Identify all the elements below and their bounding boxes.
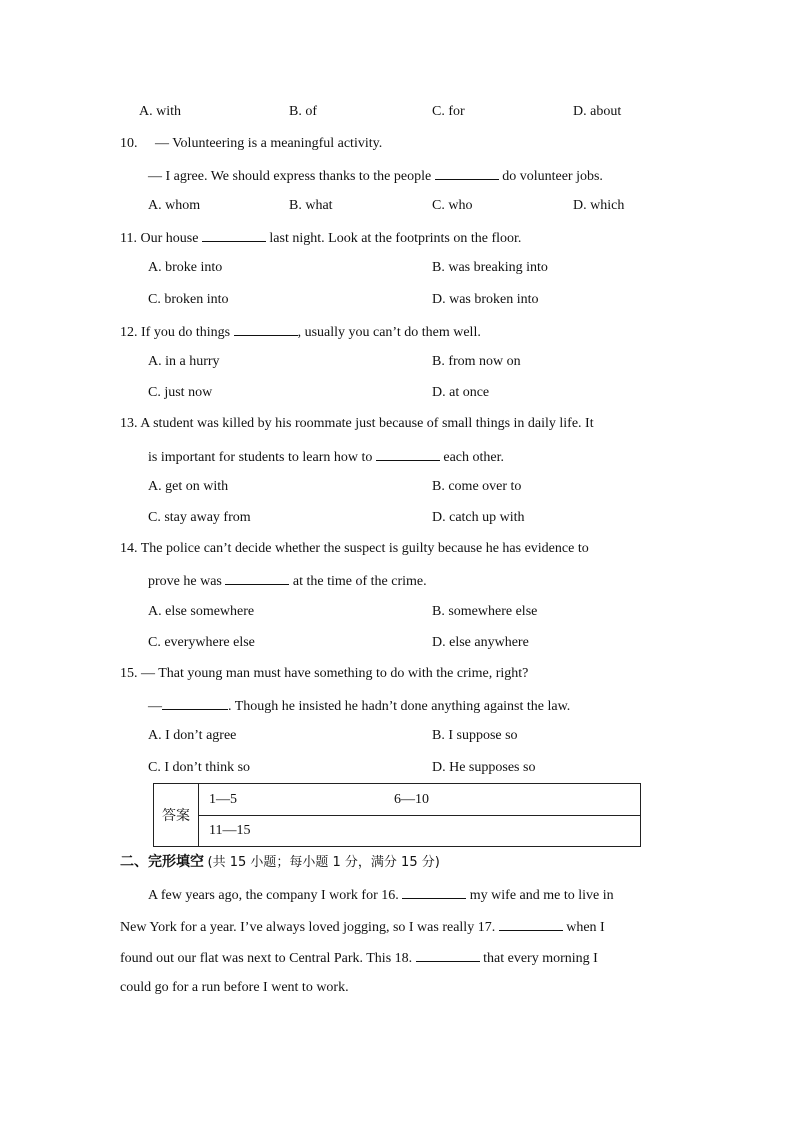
q11-option-d: D. was broken into — [432, 292, 539, 307]
answer-table — [153, 783, 641, 847]
q9-option-c: C. for — [432, 104, 465, 119]
passage-line-4: could go for a run before I went to work. — [120, 980, 349, 995]
blank-16 — [402, 886, 466, 899]
q13-question-line1: 13. A student was killed by his roommate just because of small things in daily life. It — [120, 416, 594, 431]
q13-option-a: A. get on with — [148, 479, 229, 494]
q12-text: 12. If you do things — [120, 325, 231, 340]
q11-option-a: A. broke into — [148, 260, 223, 275]
q14-option-d: D. else anywhere — [432, 635, 529, 650]
passage-text-1b: my wife and me to live in — [469, 888, 614, 903]
q14-text: prove he was — [148, 574, 222, 589]
q14-question-line1: 14. The police can’t decide whether the suspect is guilty because he has evidence to — [120, 541, 589, 556]
q12-option-a: A. in a hurry — [148, 354, 220, 369]
q15-option-c: C. I don’t think so — [148, 760, 251, 775]
passage-text-2: New York for a year. I’ve always loved jogging, so I was really 17. — [120, 920, 496, 935]
passage-text-3b: that every morning I — [483, 951, 598, 966]
passage-text-2b: when I — [566, 920, 605, 935]
q12-option-d: D. at once — [432, 385, 490, 400]
q10-answer-text: — I agree. We should express thanks to the people — [148, 169, 432, 184]
q10-blank — [435, 167, 499, 180]
q12-option-c: C. just now — [148, 385, 213, 400]
q15-blank — [162, 697, 228, 710]
answer-range-1-5: 1—5 — [209, 791, 237, 807]
answer-label: 答案 — [154, 784, 199, 847]
q9-option-a: A. with — [139, 104, 181, 119]
q9-option-b: B. of — [289, 104, 317, 119]
q14-option-c: C. everywhere else — [148, 635, 255, 650]
passage-line-3 — [120, 949, 598, 967]
passage-text-3: found out our flat was next to Central Park. This 18. — [120, 951, 413, 966]
q11-text: 11. Our house — [120, 231, 199, 246]
answer-cell-11-15[interactable] — [199, 816, 641, 847]
q11-tail: last night. Look at the footprints on the floor. — [269, 231, 522, 246]
q11-option-c: C. broken into — [148, 292, 229, 307]
q12-question — [120, 323, 481, 341]
q15-question-line2 — [148, 697, 570, 715]
q10-number: 10. — [120, 136, 138, 151]
q13-tail: each other. — [443, 450, 504, 465]
q9-option-d: D. about — [573, 104, 622, 119]
answer-range-11-15: 11—15 — [209, 823, 251, 838]
passage-text-1: A few years ago, the company I work for 16. — [148, 888, 399, 903]
q13-text: is important for students to learn how to — [148, 450, 373, 465]
q10-answer-line — [148, 167, 603, 185]
q15-dash: — — [148, 699, 162, 714]
blank-18 — [416, 949, 480, 962]
q10-option-c: C. who — [432, 198, 473, 213]
q14-option-a: A. else somewhere — [148, 604, 255, 619]
q11-option-b: B. was breaking into — [432, 260, 548, 275]
q13-blank — [376, 448, 440, 461]
q14-question-line2 — [148, 572, 427, 590]
q10-question-line: — Volunteering is a meaningful activity. — [155, 136, 383, 151]
q15-question-line1: 15. — That young man must have something to do with the crime, right? — [120, 666, 529, 681]
passage-line-1 — [148, 886, 614, 904]
section-note: (共 15 小题；每小题 1 分，满分 15 分) — [207, 855, 440, 870]
answer-range-6-10: 6—10 — [394, 791, 429, 807]
blank-17 — [499, 918, 563, 931]
q12-tail: , usually you can’t do them well. — [297, 325, 481, 340]
q15-option-d: D. He supposes so — [432, 760, 536, 775]
q14-tail: at the time of the crime. — [292, 574, 427, 589]
passage-line-2 — [120, 918, 605, 936]
q10-option-a: A. whom — [148, 198, 201, 213]
q15-tail: . Though he insisted he hadn’t done anything against the law. — [228, 699, 571, 714]
answer-cell-1-5[interactable] — [199, 784, 641, 816]
q10-answer-tail: do volunteer jobs. — [502, 169, 603, 184]
q15-option-b: B. I suppose so — [432, 728, 518, 743]
q14-option-b: B. somewhere else — [432, 604, 538, 619]
q13-option-b: B. come over to — [432, 479, 522, 494]
q13-question-line2 — [148, 448, 504, 466]
q13-option-c: C. stay away from — [148, 510, 251, 525]
q12-option-b: B. from now on — [432, 354, 521, 369]
q13-option-d: D. catch up with — [432, 510, 525, 525]
section-title: 二、完形填空 — [120, 854, 204, 870]
q10-option-b: B. what — [289, 198, 333, 213]
q11-question — [120, 229, 521, 247]
q12-blank — [234, 323, 298, 336]
q11-blank — [202, 229, 266, 242]
q15-option-a: A. I don’t agree — [148, 728, 237, 743]
q10-option-d: D. which — [573, 198, 625, 213]
section-heading — [120, 854, 440, 871]
q14-blank — [225, 572, 289, 585]
